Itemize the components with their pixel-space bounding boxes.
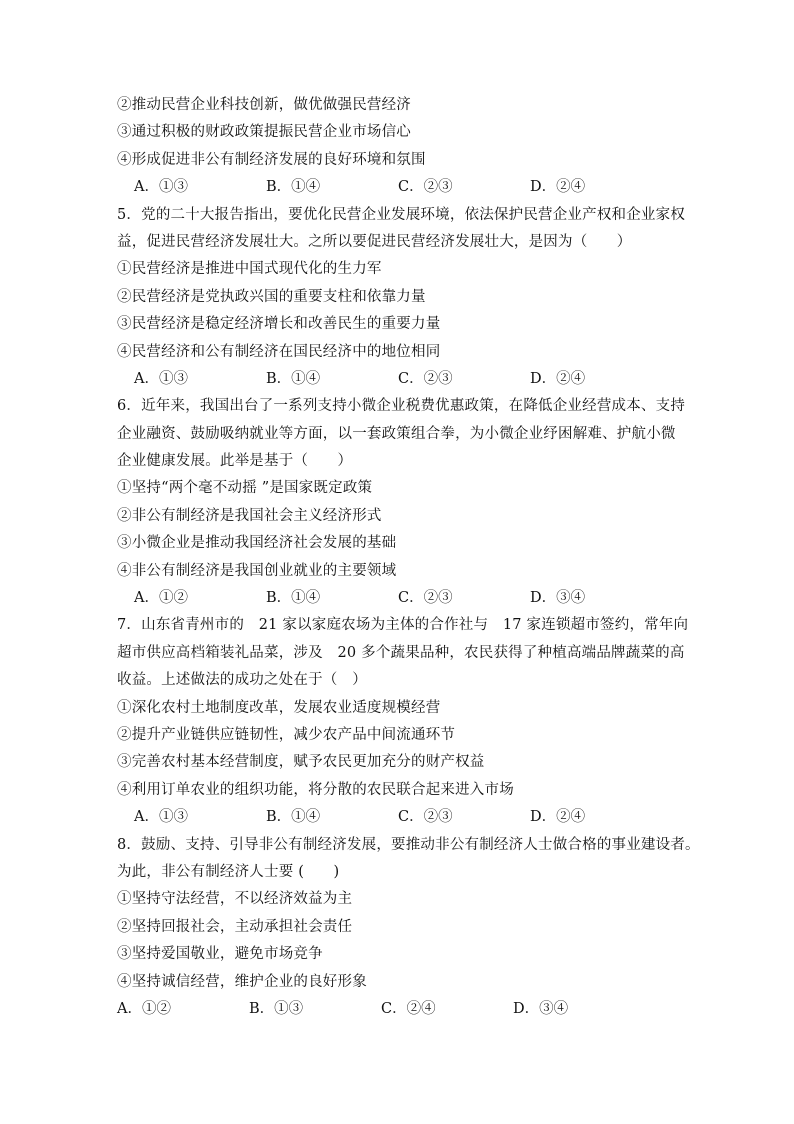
question-4 bbox=[117, 92, 707, 202]
option-line: ②民营经济是党执政兴国的重要支柱和依靠力量 bbox=[117, 288, 426, 305]
question-stem: 5．党的二十大报告指出，要优化民营企业发展环境，依法保护民营企业产权和企业家权 bbox=[117, 206, 686, 223]
option-line: ③小微企业是推动我国经济社会发展的基础 bbox=[117, 535, 397, 552]
choice-c: C．②④ bbox=[381, 1000, 436, 1017]
choice-b: B．①④ bbox=[266, 809, 321, 826]
question-7 bbox=[117, 612, 707, 831]
option-line: ③完善农村基本经营制度，赋予农民更加充分的财产权益 bbox=[117, 754, 485, 771]
question-stem: 超市供应高档箱装礼品菜，涉及 20 多个蔬果品种，农民获得了种植高端品牌蔬菜的高 bbox=[117, 644, 685, 661]
question-6 bbox=[117, 393, 707, 612]
question-stem: 企业健康发展。此举是基于（ ） bbox=[117, 453, 353, 470]
choice-a: A．①② bbox=[117, 1000, 171, 1017]
choice-d: D．②④ bbox=[530, 179, 586, 196]
choice-a: A．①③ bbox=[134, 809, 188, 826]
answer-choices bbox=[117, 996, 707, 1023]
option-line: ④利用订单农业的组织功能，将分散的农民联合起来进入市场 bbox=[117, 781, 514, 798]
choice-d: D．③④ bbox=[530, 590, 586, 607]
question-stem: 益，促进民营经济发展壮大。之所以要促进民营经济发展壮大，是因为（ ） bbox=[117, 233, 632, 250]
option-line: ②推动民营企业科技创新，做优做强民营经济 bbox=[117, 97, 411, 113]
answer-choices bbox=[117, 366, 707, 393]
option-line: ③民营经济是稳定经济增长和改善民生的重要力量 bbox=[117, 316, 441, 333]
answer-choices bbox=[117, 585, 707, 612]
answer-choices bbox=[117, 804, 707, 831]
option-line: ③坚持爱国敬业，避免市场竞争 bbox=[117, 946, 323, 963]
choice-c: C．②③ bbox=[398, 370, 453, 387]
option-line: ④形成促进非公有制经济发展的良好环境和氛围 bbox=[117, 151, 426, 168]
option-line: ①民营经济是推进中国式现代化的生力军 bbox=[117, 261, 382, 278]
option-line: ②提升产业链供应链韧性，减少农产品中间流通环节 bbox=[117, 726, 456, 743]
question-stem: 为此，非公有制经济人士要 ( ) bbox=[117, 863, 340, 880]
question-stem: 7．山东省青州市的 21 家以家庭农场为主体的合作社与 17 家连锁超市签约，常年向 bbox=[117, 617, 689, 634]
choice-d: D．②④ bbox=[530, 370, 586, 387]
choice-d: D．③④ bbox=[513, 1000, 569, 1017]
question-stem: 6．近年来，我国出台了一系列支持小微企业税费优惠政策，在降低企业经营成本、支持 bbox=[117, 398, 686, 415]
choice-c: C．②③ bbox=[398, 809, 453, 826]
choice-b: B．①④ bbox=[266, 370, 321, 387]
option-line: ①深化农村土地制度改革，发展农业适度规模经营 bbox=[117, 699, 441, 716]
option-line: ①坚持“两个毫不动摇 ”是国家既定政策 bbox=[117, 480, 373, 497]
question-stem: 企业融资、鼓励吸纳就业等方面，以一套政策组合拳，为小微企业纾困解难、护航小微 bbox=[117, 425, 676, 442]
option-line: ④坚持诚信经营，维护企业的良好形象 bbox=[117, 973, 367, 990]
question-5 bbox=[117, 202, 707, 394]
choice-a: A．①③ bbox=[134, 370, 188, 387]
choice-a: A．①② bbox=[134, 590, 188, 607]
option-line: ①坚持守法经营，不以经济效益为主 bbox=[117, 891, 353, 908]
choice-b: B．①③ bbox=[249, 1000, 304, 1017]
choice-c: C．②③ bbox=[398, 590, 453, 607]
choice-c: C．②③ bbox=[398, 179, 453, 196]
choice-b: B．①④ bbox=[266, 179, 321, 196]
question-content bbox=[117, 92, 707, 1023]
option-line: ③通过积极的财政政策提振民营企业市场信心 bbox=[117, 124, 411, 141]
question-stem: 收益。上述做法的成功之处在于（ ） bbox=[117, 672, 367, 689]
question-stem: 8．鼓励、支持、引导非公有制经济发展，要推动非公有制经济人士做合格的事业建设者。 bbox=[117, 836, 700, 853]
question-8 bbox=[117, 832, 707, 1024]
choice-a: A．①③ bbox=[134, 179, 188, 196]
answer-choices bbox=[117, 174, 707, 201]
choice-b: B．①④ bbox=[266, 590, 321, 607]
option-line: ②非公有制经济是我国社会主义经济形式 bbox=[117, 507, 382, 524]
option-line: ④民营经济和公有制经济在国民经济中的地位相同 bbox=[117, 343, 441, 360]
option-line: ②坚持回报社会，主动承担社会责任 bbox=[117, 918, 353, 935]
choice-d: D．②④ bbox=[530, 809, 586, 826]
option-line: ④非公有制经济是我国创业就业的主要领域 bbox=[117, 562, 397, 579]
